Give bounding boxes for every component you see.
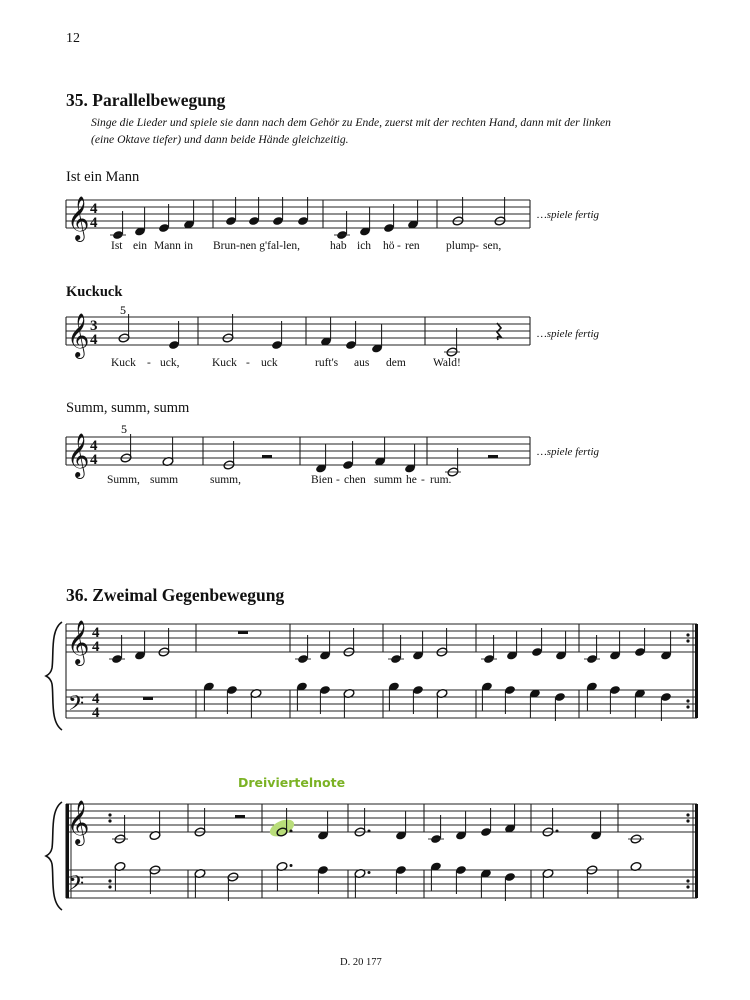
annotation-dreiviertelnote: Dreiviertelnote bbox=[238, 775, 346, 790]
note bbox=[371, 325, 383, 354]
note bbox=[383, 204, 395, 233]
note bbox=[223, 441, 235, 470]
time-signature-bottom: 4 bbox=[92, 705, 100, 721]
note bbox=[480, 808, 492, 837]
note bbox=[168, 321, 180, 350]
fingering-number: 5 bbox=[120, 303, 126, 317]
whole-rest bbox=[143, 697, 153, 700]
note bbox=[334, 211, 350, 240]
note bbox=[504, 805, 516, 834]
note bbox=[297, 197, 309, 226]
note bbox=[444, 328, 460, 357]
note bbox=[609, 632, 621, 661]
note bbox=[112, 815, 128, 844]
half-rest bbox=[262, 455, 272, 458]
continuation-text: …spiele fertig bbox=[537, 209, 600, 221]
note bbox=[149, 812, 161, 841]
lyrics-kuckuck: Kuck - uck, Kuck - uck ruft's aus dem Wald! bbox=[111, 357, 461, 369]
instruction-line-2: (eine Oktave tiefer) und dann beide Hände gleichzeitig. bbox=[91, 133, 349, 146]
note bbox=[149, 865, 161, 894]
footer-code: D. 20 177 bbox=[340, 957, 382, 968]
grand-staff-1 bbox=[0, 610, 750, 740]
note bbox=[183, 201, 195, 230]
time-signature-top: 3 bbox=[90, 318, 98, 334]
notes-summ-summ-summ bbox=[120, 434, 498, 477]
brace bbox=[46, 622, 62, 730]
note bbox=[354, 808, 370, 837]
note bbox=[134, 632, 146, 661]
half-rest bbox=[488, 455, 498, 458]
treble-clef: 𝄞 bbox=[67, 196, 90, 240]
page-number: 12 bbox=[66, 31, 80, 46]
continuation-text: …spiele fertig bbox=[537, 446, 600, 458]
note bbox=[343, 628, 355, 657]
note bbox=[359, 208, 371, 237]
song-title-summ-summ-summ: Summ, summ, summ bbox=[66, 400, 190, 416]
lyrics-summ-summ-summ: Summ, summ summ, Bien - chen summ he - rum. bbox=[107, 474, 452, 486]
note bbox=[374, 438, 386, 467]
note bbox=[480, 868, 492, 897]
note bbox=[109, 635, 125, 664]
note bbox=[412, 632, 424, 661]
bass-clef: 𝄢 bbox=[68, 871, 85, 900]
time-signature-bottom: 4 bbox=[92, 639, 100, 655]
note bbox=[634, 628, 646, 657]
note bbox=[407, 201, 419, 230]
bass-clef: 𝄢 bbox=[68, 691, 85, 720]
note bbox=[343, 688, 355, 717]
note bbox=[628, 834, 644, 844]
song-title-ist-ein-mann: Ist ein Mann bbox=[66, 169, 140, 185]
note bbox=[203, 681, 215, 710]
whole-rest bbox=[238, 631, 248, 634]
note bbox=[225, 197, 237, 226]
note bbox=[194, 868, 206, 897]
quarter-rest bbox=[497, 323, 501, 340]
time-signature-top: 4 bbox=[92, 691, 100, 707]
note bbox=[660, 632, 672, 661]
note bbox=[295, 635, 311, 664]
note bbox=[388, 635, 404, 664]
notes-system-2 bbox=[112, 805, 644, 902]
note bbox=[542, 808, 558, 837]
instruction-line-1: Singe die Lieder und spiele sie dann nach dem Gehör zu Ende, zuerst mit der rechten Hand, dann mit der linken bbox=[91, 116, 611, 129]
note bbox=[110, 211, 126, 240]
fingering-number: 5 bbox=[121, 422, 127, 436]
note bbox=[315, 445, 327, 474]
note bbox=[250, 688, 262, 717]
brace bbox=[46, 802, 62, 910]
note bbox=[430, 861, 442, 890]
note bbox=[584, 635, 600, 664]
note bbox=[660, 692, 672, 721]
note bbox=[248, 197, 260, 226]
note bbox=[226, 685, 238, 714]
time-signature-bottom: 4 bbox=[90, 332, 98, 348]
note bbox=[452, 197, 464, 226]
note bbox=[555, 632, 567, 661]
treble-clef: 𝄞 bbox=[67, 433, 90, 477]
lyrics-ist-ein-mann: Ist ein Mann in Brun-nen g'fal-len, hab ich hö - ren plump - sen, bbox=[111, 240, 502, 252]
note bbox=[436, 628, 448, 657]
note bbox=[317, 812, 329, 841]
treble-clef: 𝄞 bbox=[67, 313, 90, 357]
note bbox=[317, 865, 329, 894]
note bbox=[395, 812, 407, 841]
notes-kuckuck bbox=[118, 314, 501, 357]
note bbox=[590, 812, 602, 841]
note bbox=[276, 861, 292, 890]
note bbox=[455, 865, 467, 894]
time-signature-bottom: 4 bbox=[90, 452, 98, 468]
note bbox=[134, 208, 146, 237]
note bbox=[506, 632, 518, 661]
grand-staff-2 bbox=[0, 790, 750, 920]
note bbox=[342, 441, 354, 470]
note bbox=[529, 688, 541, 717]
note bbox=[222, 314, 234, 343]
time-signature-top: 4 bbox=[90, 201, 98, 217]
note bbox=[162, 438, 174, 467]
note bbox=[395, 865, 407, 894]
note bbox=[634, 688, 646, 717]
note bbox=[586, 865, 598, 894]
note bbox=[504, 685, 516, 714]
time-signature-bottom: 4 bbox=[90, 215, 98, 231]
note bbox=[586, 681, 598, 710]
treble-clef: 𝄞 bbox=[67, 620, 90, 664]
note bbox=[194, 808, 206, 837]
note bbox=[481, 635, 497, 664]
note bbox=[319, 632, 331, 661]
note bbox=[609, 685, 621, 714]
note bbox=[388, 681, 400, 710]
note bbox=[428, 815, 444, 844]
note bbox=[494, 197, 506, 226]
note bbox=[481, 681, 493, 710]
note bbox=[296, 681, 308, 710]
notes-system-1 bbox=[109, 628, 672, 721]
half-rest bbox=[235, 815, 245, 818]
note bbox=[504, 872, 516, 901]
note bbox=[436, 688, 448, 717]
note bbox=[114, 861, 126, 890]
note bbox=[404, 445, 416, 474]
exercise-35-instruction bbox=[91, 114, 691, 148]
note bbox=[158, 628, 170, 657]
note bbox=[345, 321, 357, 350]
exercise-36-title: 36. Zweimal Gegenbewegung bbox=[66, 585, 285, 605]
treble-clef: 𝄞 bbox=[67, 800, 90, 844]
notes-ist-ein-mann bbox=[110, 197, 506, 240]
note bbox=[455, 812, 467, 841]
continuation-text: …spiele fertig bbox=[537, 328, 600, 340]
note bbox=[271, 321, 283, 350]
note bbox=[319, 685, 331, 714]
note bbox=[445, 448, 461, 477]
note bbox=[272, 197, 284, 226]
note bbox=[354, 868, 370, 897]
time-signature-top: 4 bbox=[90, 438, 98, 454]
note bbox=[120, 434, 132, 463]
note bbox=[542, 868, 554, 897]
note bbox=[320, 318, 332, 347]
note bbox=[531, 628, 543, 657]
note bbox=[554, 692, 566, 721]
note bbox=[412, 685, 424, 714]
time-signature-top: 4 bbox=[92, 625, 100, 641]
note bbox=[158, 204, 170, 233]
song-title-kuckuck: Kuckuck bbox=[66, 284, 123, 300]
exercise-35-title: 35. Parallelbewegung bbox=[66, 90, 226, 110]
note bbox=[118, 314, 130, 343]
note bbox=[227, 872, 239, 901]
